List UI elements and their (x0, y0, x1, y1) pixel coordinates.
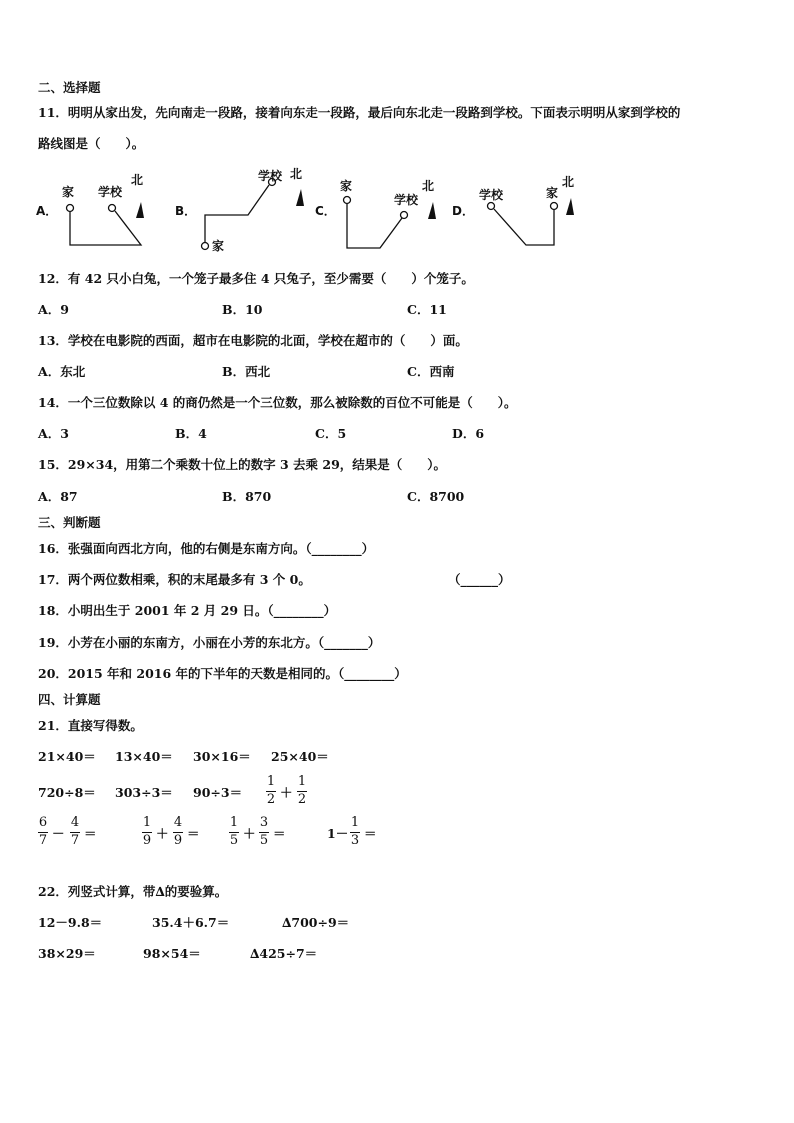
north-arrow-icon (428, 202, 436, 219)
numerator: 6 (38, 815, 48, 830)
north-label: 北 (562, 175, 575, 189)
q13-option-a: A．东北 (38, 364, 86, 379)
home-label: 家 (62, 185, 75, 199)
q22-item: 35.4＋6.7＝ (152, 915, 230, 930)
q22-item: ∆425÷7＝ (250, 946, 318, 961)
q14-option-a: A．3 (38, 426, 69, 441)
fraction (297, 775, 307, 807)
plus-sign: ＋ (156, 826, 169, 841)
q19-stem: 19．小芳在小丽的东南方，小丽在小芳的东北方。（_______） (38, 635, 381, 650)
numerator: 1 (229, 815, 239, 830)
denominator: 2 (266, 792, 276, 807)
option-a-diagram (67, 202, 145, 245)
q12-option-c: C．11 (407, 302, 447, 317)
fraction (229, 816, 239, 848)
denominator: 7 (70, 833, 80, 848)
q21-item: 720÷8＝ (38, 785, 96, 800)
q14-option-c: C．5 (315, 426, 347, 441)
fraction (142, 816, 152, 848)
school-label: 学校 (479, 188, 504, 202)
option-d-label: D． (452, 204, 474, 218)
q13-option-c: C．西南 (407, 364, 455, 379)
north-arrow-icon (566, 198, 574, 215)
numerator: 4 (70, 815, 80, 830)
q22-item: ∆700÷9＝ (282, 915, 350, 930)
north-label: 北 (422, 179, 435, 193)
denominator: 5 (259, 833, 269, 848)
q21-stem: 21．直接写得数。 (38, 718, 143, 733)
denominator: 7 (38, 833, 48, 848)
denominator: 3 (350, 833, 360, 848)
q17-stem: 17．两个两位数相乘，积的末尾最多有 3 个 0。 (38, 572, 311, 587)
fraction (350, 816, 360, 848)
option-c-label: C． (315, 204, 336, 218)
fraction (70, 816, 80, 848)
option-c-diagram (344, 197, 437, 249)
q11-stem-line1: 11．明明从家出发，先向南走一段路，接着向东走一段路，最后向东北走一段路到学校。下面表示明明从家到学校的 (38, 105, 681, 120)
section-4-title: 四、计算题 (38, 692, 101, 707)
section-3-title: 三、判断题 (38, 515, 101, 530)
north-arrow-icon (296, 189, 304, 206)
q17-answer-blank[interactable]: （______） (448, 572, 511, 587)
plus-sign: ＋ (243, 826, 256, 841)
equals-sign: ＝ (273, 826, 286, 841)
q22-item: 38×29＝ (38, 946, 96, 961)
q11-stem-line2: 路线图是（ ）。 (38, 136, 145, 151)
q20-stem: 20．2015 年和 2016 年的下半年的天数是相同的。（________） (38, 666, 407, 681)
equals-sign: ＝ (84, 826, 97, 841)
school-label: 学校 (394, 193, 419, 207)
numerator: 1 (142, 815, 152, 830)
q15-option-a: A．87 (38, 489, 78, 504)
north-label: 北 (290, 167, 303, 181)
q15-stem: 15．29×34，用第二个乘数十位上的数字 3 去乘 29，结果是（ ）。 (38, 457, 447, 472)
home-label: 家 (340, 179, 353, 193)
equals-sign: ＝ (364, 826, 377, 841)
numerator: 1 (297, 774, 307, 789)
q21-item: 90÷3＝ (193, 785, 243, 800)
section-2-title: 二、选择题 (38, 80, 101, 95)
option-d-diagram (488, 198, 575, 245)
equals-sign: ＝ (187, 826, 200, 841)
q11-route-diagrams (36, 166, 596, 256)
q21-item: 25×40＝ (271, 749, 329, 764)
q12-option-b: B．10 (222, 302, 263, 317)
denominator: 9 (173, 833, 183, 848)
numerator: 4 (173, 815, 183, 830)
home-label: 家 (212, 239, 225, 253)
q15-option-b: B．870 (222, 489, 272, 504)
school-label: 学校 (98, 185, 123, 199)
numerator: 1 (350, 815, 360, 830)
denominator: 2 (297, 792, 307, 807)
q14-option-d: D．6 (452, 426, 485, 441)
q18-stem: 18．小明出生于 2001 年 2 月 29 日。（________） (38, 603, 337, 618)
q22-item: 98×54＝ (143, 946, 201, 961)
plus-sign: ＋ (280, 785, 293, 800)
fraction (38, 816, 48, 848)
whole-minus: 1－ (327, 826, 349, 841)
q13-option-b: B．西北 (222, 364, 271, 379)
q21-item: 30×16＝ (193, 749, 251, 764)
numerator: 3 (259, 815, 269, 830)
q16-stem: 16．张强面向西北方向，他的右侧是东南方向。（________） (38, 541, 375, 556)
option-a-label: A． (36, 204, 58, 218)
q12-stem: 12．有 42 只小白兔，一个笼子最多住 4 只兔子，至少需要（ ）个笼子。 (38, 271, 474, 286)
minus-sign: － (52, 826, 65, 841)
q22-item: 12－9.8＝ (38, 915, 103, 930)
denominator: 9 (142, 833, 152, 848)
q21-item: 13×40＝ (115, 749, 173, 764)
q22-stem: 22．列竖式计算，带∆的要验算。 (38, 884, 228, 899)
q13-stem: 13．学校在电影院的西面，超市在电影院的北面，学校在超市的（ ）面。 (38, 333, 468, 348)
fraction (259, 816, 269, 848)
fraction (173, 816, 183, 848)
fraction (266, 775, 276, 807)
north-label: 北 (131, 173, 144, 187)
option-b-label: B． (175, 204, 197, 218)
numerator: 1 (266, 774, 276, 789)
q12-option-a: A．9 (38, 302, 69, 317)
school-label: 学校 (258, 169, 283, 183)
q21-item: 303÷3＝ (115, 785, 173, 800)
q15-option-c: C．8700 (407, 489, 465, 504)
north-arrow-icon (136, 202, 144, 218)
denominator: 5 (229, 833, 239, 848)
q14-stem: 14．一个三位数除以 4 的商仍然是一个三位数，那么被除数的百位不可能是（ ）。 (38, 395, 517, 410)
q21-item: 21×40＝ (38, 749, 96, 764)
q14-option-b: B．4 (175, 426, 207, 441)
home-label: 家 (546, 186, 559, 200)
